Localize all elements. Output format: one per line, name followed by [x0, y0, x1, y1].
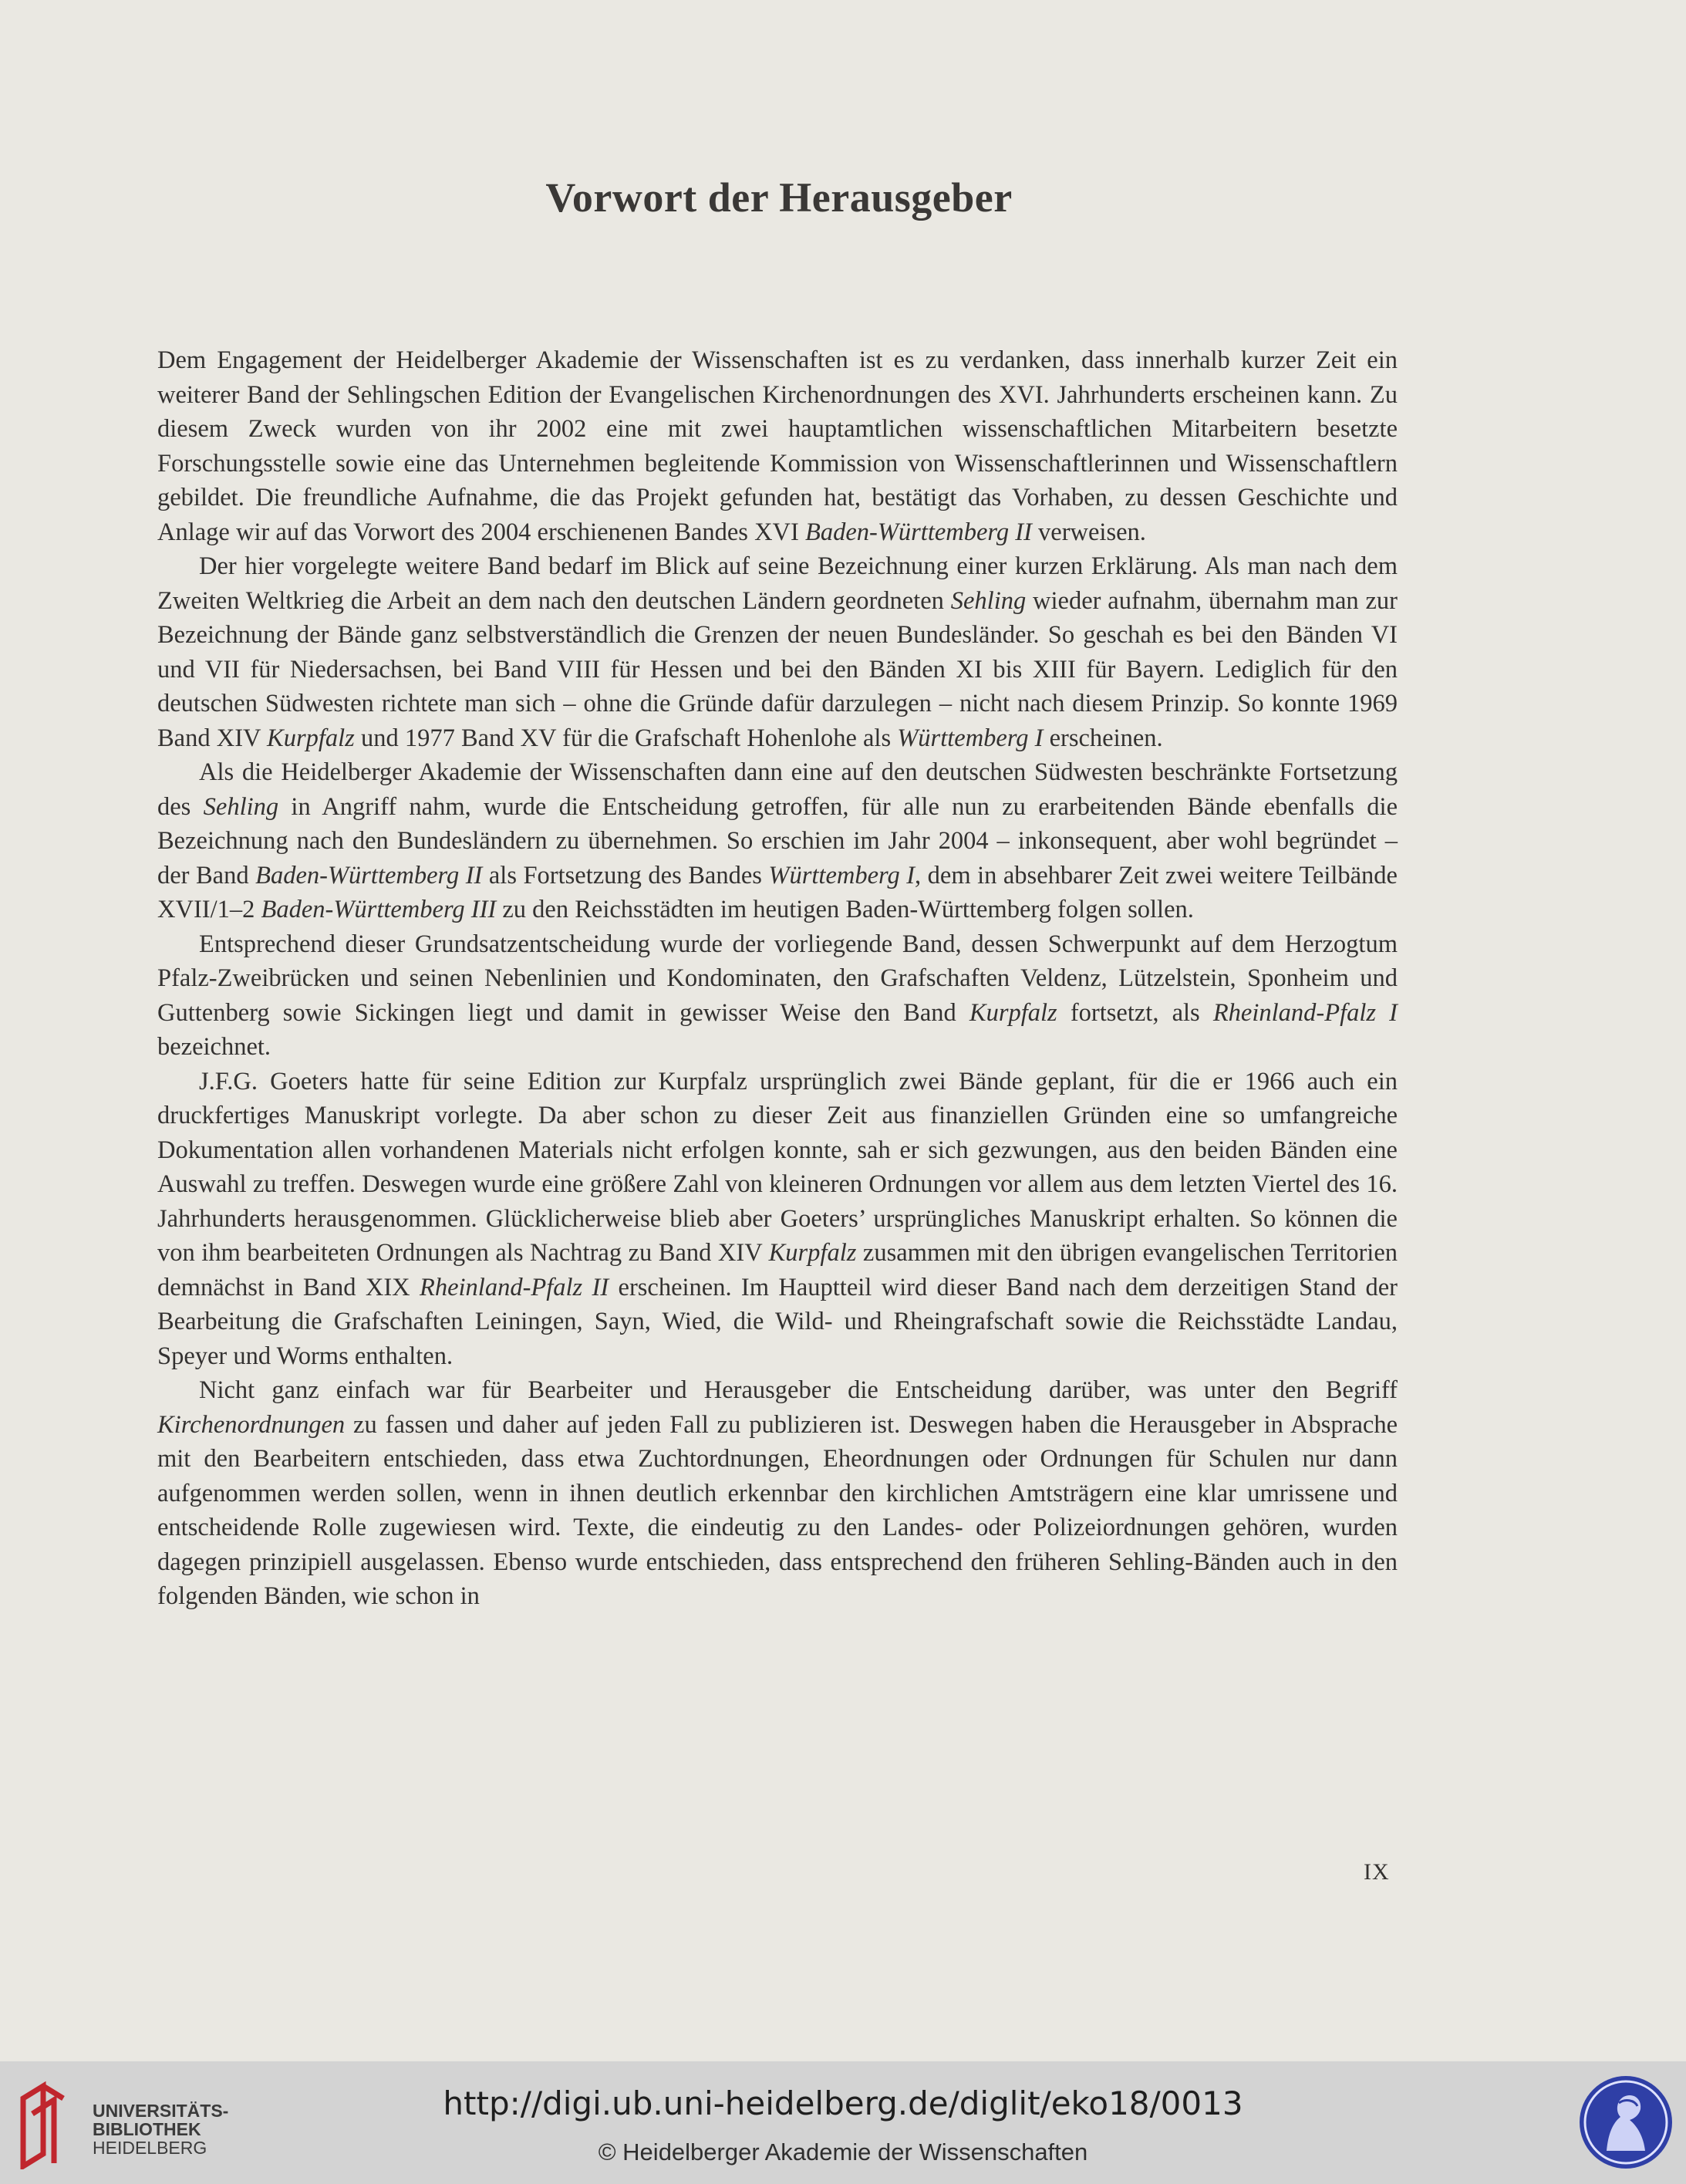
paragraph: Nicht ganz einfach war für Bearbeiter und Herausgeber die Entscheidung darüber, was unter den Begriff Kirchenordnungen zu fassen und daher auf jeden Fall zu publizieren ist. Deswegen haben die Herausgeber in Absprache mit den Bearbeitern entschieden, dass etwa Zuchtordnungen, Eheordnungen oder Ordnungen für Schulen nur dann aufgenommen werden sollen, wenn in ihnen deutlich erkennbar den kirchlichen Amtsträgern eine klar umrissene und entscheidende Rolle zugewiesen wird. Texte, die eindeutig zu den Landes- oder Polizeiordnungen gehören, wurden dagegen prinzipiell ausgelassen. Ebenso wurde entschieden, dass entsprechend den früheren Sehling-Bänden auch in den folgenden Bänden, wie schon in: [157, 1376, 1398, 1610]
academy-seal-icon: [1576, 2072, 1676, 2172]
page-number: IX: [1364, 1859, 1390, 1885]
page-title: Vorwort der Herausgeber: [545, 174, 1013, 221]
footer-bar: [0, 2061, 1686, 2184]
paragraph: Dem Engagement der Heidelberger Akademie der Wissenschaften ist es zu verdanken, dass innerhalb kurzer Zeit ein weiterer Band der Sehlingschen Edition der Evangelischen Kirchenordnungen des XVI. Jahrhunderts erscheinen kann. Zu diesem Zweck wurden von ihr 2002 eine mit zwei hauptamtlichen wissenschaftlichen Mitarbeitern besetzte Forschungsstelle sowie eine das Unternehmen begleitende Kommission von Wissenschaftlerinnen und Wissenschaftlern gebildet. Die freundliche Aufnahme, die das Projekt gefunden hat, bestätigt das Vorhaben, zu dessen Geschichte und Anlage wir auf das Vorwort des 2004 erschienenen Bandes XVI Baden-Württemberg II verweisen.: [157, 346, 1398, 546]
paragraph: Entsprechend dieser Grundsatzentscheidung wurde der vorliegende Band, dessen Schwerpunkt auf dem Herzogtum Pfalz-Zweibrücken und seinen Nebenlinien und Kondominaten, den Grafschaften Veldenz, Lützelstein, Sponheim und Guttenberg sowie Sickingen liegt und damit in gewisser Weise den Band Kurpfalz fortsetzt, als Rheinland-Pfalz I bezeichnet.: [157, 930, 1398, 1061]
paragraph: Der hier vorgelegte weitere Band bedarf im Blick auf seine Bezeichnung einer kurzen Erklärung. Als man nach dem Zweiten Weltkrieg die Arbeit an dem nach den deutschen Ländern geordneten Sehling wieder aufnahm, übernahm man zur Bezeichnung der Bände ganz selbstverständlich die Grenzen der neuen Bundesländer. So geschah es bei den Bänden VI und VII für Niedersachsen, bei Band VIII für Hessen und bei den Bänden XI bis XIII für Bayern. Lediglich für den deutschen Südwesten richtete man sich – ohne die Gründe dafür darzulegen – nicht nach diesem Prinzip. So konnte 1969 Band XIV Kurpfalz und 1977 Band XV für die Grafschaft Hohenlohe als Württemberg I erscheinen.: [157, 552, 1398, 752]
body-text: [157, 343, 1398, 1614]
permalink-url[interactable]: http://digi.ub.uni-heidelberg.de/diglit/eko18/0013: [443, 2084, 1243, 2122]
paragraph: Als die Heidelberger Akademie der Wissenschaften dann eine auf den deutschen Südwesten beschränkte Fortsetzung des Sehling in Angriff nahm, wurde die Entscheidung getroffen, für alle nun zu erarbeitenden Bände ebenfalls die Bezeichnung nach den Bundesländern zu übernehmen. So erschien im Jahr 2004 – inkonsequent, aber wohl begründet – der Band Baden-Württemberg II als Fortsetzung des Bandes Württemberg I, dem in absehbarer Zeit zwei weitere Teilbände XVII/1–2 Baden-Württemberg III zu den Reichsstädten im heutigen Baden-Württemberg folgen sollen.: [157, 758, 1398, 923]
paragraph: J.F.G. Goeters hatte für seine Edition zur Kurpfalz ursprünglich zwei Bände geplant, für die er 1966 auch ein druckfertiges Manuskript vorlegte. Da aber schon zu dieser Zeit aus finanziellen Gründen eine so umfangreiche Dokumentation allen vorhandenen Materials nicht erfolgen konnte, sah er sich gezwungen, aus den beiden Bänden eine Auswahl zu treffen. Deswegen wurde eine größere Zahl von kleineren Ordnungen vor allem aus dem letzten Viertel des 16. Jahrhunderts herausgenommen. Glücklicherweise blieb aber Goeters’ ursprüngliches Manuskript erhalten. So können die von ihm bearbeiteten Ordnungen als Nachtrag zu Band XIV Kurpfalz zusammen mit den übrigen evangelischen Territorien demnächst in Band XIX Rheinland-Pfalz II erscheinen. Im Hauptteil wird dieser Band nach dem derzeitigen Stand der Bearbeitung die Grafschaften Leiningen, Sayn, Wied, die Wild- und Rheingrafschaft sowie die Reichsstädte Landau, Speyer und Worms enthalten.: [157, 1067, 1398, 1370]
copyright-notice: © Heidelberger Akademie der Wissenschaften: [598, 2138, 1088, 2165]
library-name: UNIVERSITÄTS- BIBLIOTHEK HEIDELBERG: [93, 2101, 229, 2158]
